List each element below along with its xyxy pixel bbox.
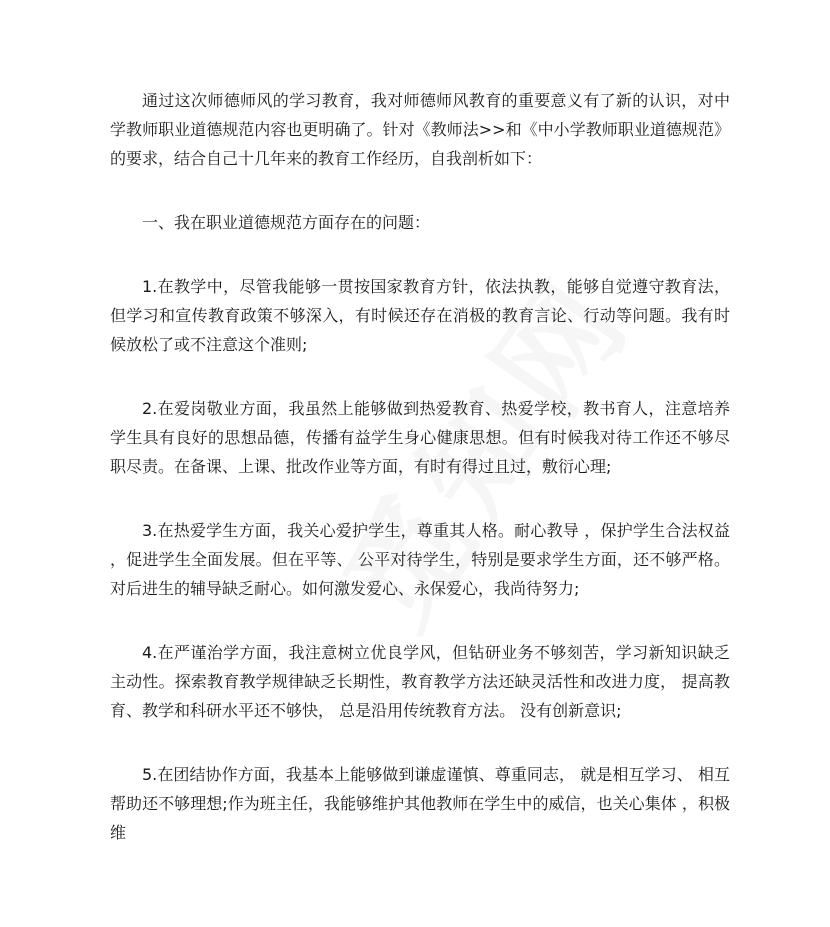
section-heading: 一、我在职业道德规范方面存在的问题： [142, 213, 431, 232]
paragraph-item-5: 5.在团结协作方面，我基本上能够做到谦虚谨慎、尊重同志， 就是相互学习、 相互帮助还不够理想;作为班主任，我能够维护其他教师在学生中的威信，也关心集体 ，积极维 [110, 765, 730, 842]
paragraph-item-2: 2.在爱岗敬业方面，我虽然上能够做到热爱教育、热爱学校，教书育人，注意培养学生具有良好的思想品德，传播有益学生身心健康思想。但有时候我对待工作还不够尽职尽责。在备课、上课、批改作业等方面，有时有得过且过，敷衍心理; [110, 399, 730, 476]
intro-paragraph: 通过这次师德师风的学习教育，我对师德师风教育的重要意义有了新的认识，对中学教师职业道德规范内容也更明确了。针对《教师法>>和《中小学教师职业道德规范》的要求，结合自己十几年来的教育工作经历，自我剖析如下： [110, 91, 730, 168]
paragraph-item-3: 3.在热爱学生方面，我关心爱护学生，尊重其人格。耐心教导 ，保护学生合法权益 ，促进学生全面发展。但在平等、 公平对待学生，特别是要求学生方面，还不够严格。对后进生的辅导缺乏耐心。如何激发爱心、永保爱心，我尚待努力; [110, 521, 730, 598]
document-body [110, 86, 730, 847]
paragraph-item-4: 4.在严谨治学方面，我注意树立优良学风，但钻研业务不够刻苦，学习新知识缺乏主动性。探索教育教学规律缺乏长期性，教育教学方法还缺灵活性和改进力度， 提高教育、教学和科研水平还不够快， 总是沿用传统教育方法。 没有创新意识; [110, 643, 730, 720]
paragraph-item-1: 1.在教学中，尽管我能够一贯按国家教育方针，依法执教，能够自觉遵守教育法，但学习和宣传教育政策不够深入，有时候还存在消极的教育言论、行动等问题。我有时候放松了或不注意这个准则; [110, 277, 730, 354]
